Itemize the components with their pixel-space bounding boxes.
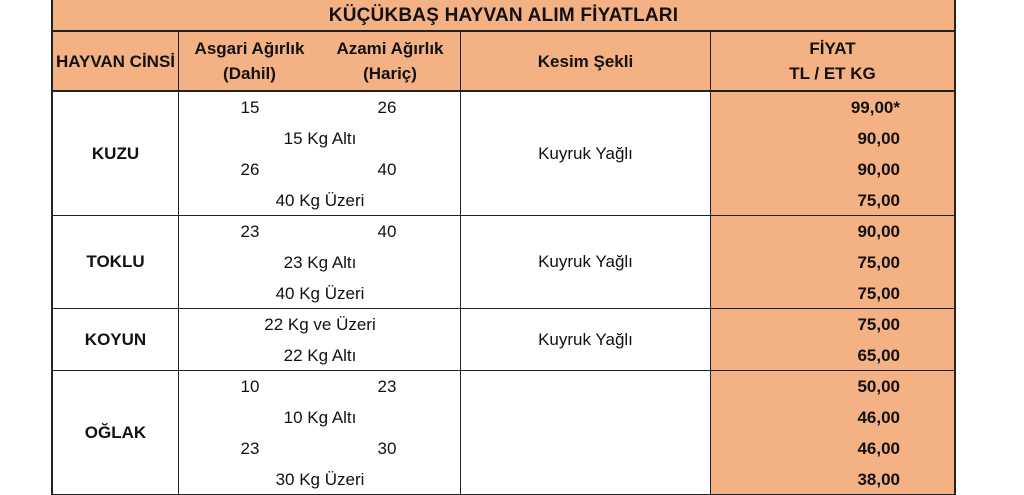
price-cell [711, 371, 956, 494]
weight-range: 40 Kg Üzeri [275, 284, 365, 303]
weight-range: 30 Kg Üzeri [275, 470, 365, 489]
price-value: 38,00 [857, 470, 900, 489]
weight-range: 22 Kg ve Üzeri [264, 315, 376, 334]
header-hayvan-cinsi-label: HAYVAN CİNSİ [55, 51, 176, 71]
max-weight: 26 [377, 98, 397, 117]
kesim-cell: Kuyruk Yağlı [461, 309, 711, 370]
max-weight: 40 [377, 160, 397, 179]
header-azami-line2: (Hariç) [363, 64, 417, 83]
price-value: 90,00 [857, 160, 900, 179]
weight-row [179, 247, 461, 278]
header-asgari-line2: (Dahil) [223, 64, 276, 83]
kesim-cell [461, 371, 711, 494]
header-fiyat-line2: TL / ET KG [789, 64, 876, 83]
price-value: 65,00 [857, 346, 900, 365]
weight-range: 23 Kg Altı [283, 253, 357, 272]
header-kesim-sekli [461, 32, 711, 92]
price-value: 90,00 [857, 222, 900, 241]
table-body [51, 92, 956, 492]
price-value: 46,00 [857, 408, 900, 427]
animal-group [51, 216, 956, 309]
animal-group [51, 92, 956, 216]
price-cell [711, 92, 956, 215]
min-weight: 23 [240, 439, 260, 458]
animal-name: OĞLAK [51, 371, 179, 494]
header-azami-line1: Azami Ağırlık [336, 39, 444, 58]
price-value: 75,00 [857, 253, 900, 272]
weight-range: 40 Kg Üzeri [275, 191, 365, 210]
price-cell [711, 309, 956, 370]
weight-range: 15 Kg Altı [283, 129, 357, 148]
header-asgari-line1: Asgari Ağırlık [194, 39, 305, 58]
weight-row [179, 433, 461, 464]
kesim-cell: Kuyruk Yağlı [461, 216, 711, 308]
price-value: 75,00 [857, 191, 900, 210]
kesim-cell: Kuyruk Yağlı [461, 92, 711, 215]
weight-row [179, 185, 461, 216]
header-fiyat-line1: FİYAT [809, 39, 856, 58]
weight-row [179, 216, 461, 247]
animal-name: KUZU [51, 92, 179, 215]
price-cell [711, 216, 956, 308]
min-weight: 15 [240, 98, 260, 117]
weight-cell [179, 92, 461, 215]
animal-group [51, 371, 956, 495]
price-value: 50,00 [857, 377, 900, 396]
weight-row [179, 278, 461, 309]
max-weight: 40 [377, 222, 397, 241]
weight-range: 10 Kg Altı [283, 408, 357, 427]
weight-range: 22 Kg Altı [283, 346, 357, 365]
weight-cell [179, 371, 461, 494]
max-weight: 23 [377, 377, 397, 396]
weight-cell [179, 216, 461, 308]
price-value: 90,00 [857, 129, 900, 148]
weight-row [179, 154, 461, 185]
table-title: KÜÇÜKBAŞ HAYVAN ALIM FİYATLARI [51, 0, 956, 32]
max-weight: 30 [377, 439, 397, 458]
price-value: 46,00 [857, 439, 900, 458]
header-kesim-label: Kesim Şekli [537, 51, 634, 71]
weight-row [179, 464, 461, 495]
price-value: 99,00* [850, 98, 900, 117]
price-table [51, 0, 956, 489]
weight-row [179, 123, 461, 154]
header-fiyat [711, 32, 956, 92]
header-azami-agirlik [320, 32, 461, 92]
header-asgari-agirlik [179, 32, 320, 92]
price-value: 75,00 [857, 315, 900, 334]
animal-group [51, 309, 956, 371]
weight-row [179, 92, 461, 123]
weight-row [179, 402, 461, 433]
weight-row [179, 309, 461, 340]
min-weight: 26 [240, 160, 260, 179]
price-value: 75,00 [857, 284, 900, 303]
min-weight: 23 [240, 222, 260, 241]
header-hayvan-cinsi [51, 32, 179, 92]
weight-cell [179, 309, 461, 370]
weight-row [179, 340, 461, 371]
min-weight: 10 [240, 377, 260, 396]
animal-name: TOKLU [51, 216, 179, 308]
weight-row [179, 371, 461, 402]
animal-name: KOYUN [51, 309, 179, 370]
